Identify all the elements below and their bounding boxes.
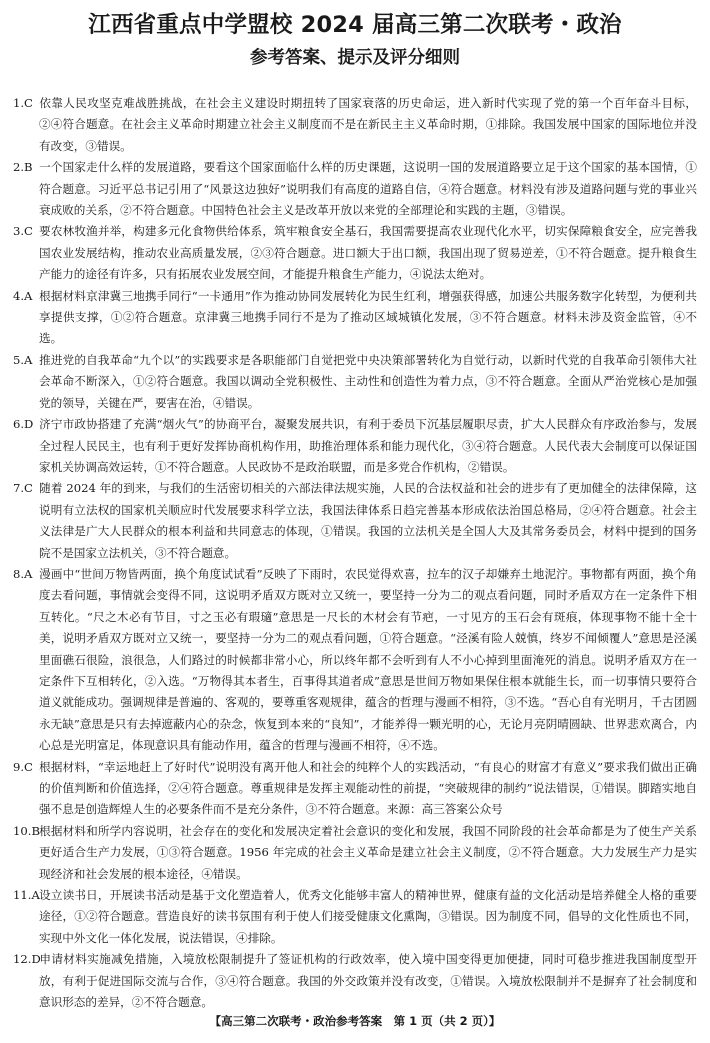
answer-text: 根据材料和所学内容说明，社会存在的变化和发展决定着社会意识的变化和发展，我国不同阶段的社会革命都是为了使生产关系更好适合生产力发展，①③符合题意。1956 年完成的社会主义革命是建立社会主义制度，②不符合题意。大力发展生产力是实现经济和社会发展的根本途径，④错误。 bbox=[39, 823, 697, 881]
answer-number: 5.A bbox=[13, 352, 33, 367]
document-title: 江西省重点中学盟校 2024 届高三第二次联考・政治 bbox=[88, 12, 622, 38]
answer-item-5 bbox=[13, 350, 697, 414]
page-footer: 【高三第二次联考・政治参考答案 第 1 页（共 2 页）】 bbox=[209, 1014, 501, 1028]
answer-text: 漫画中“世间万物皆两面，换个角度试试看”反映了下雨时，农民觉得欢喜，拉车的汉子却嫌弃土地泥泞。事物都有两面，换个角度去看问题，事情就会变得不同，这说明矛盾双方既对立又统一，要坚持一分为二的观点看问题，同时矛盾双方在一定条件下相互转化。“尺之木必有节目，寸之玉必有瑕瓋”意思是一尺长的木材会有节疤，一寸见方的玉石会有斑痕，体现事物不能十全十美，说明矛盾双方既对立又统一，要坚持一分为二的观点看问题，①符合题意。“泾溪有险人兢慎，终岁不闻倾覆人”意思是泾溪里面礁石很险，浪很急，人们路过的时候都非常小心，所以终年都不会听到有人不小心掉到里面淹死的消息。说明矛盾双方在一定条件下互相转化，②入选。“万物得其本者生，百事得其道者成”意思是世间万物如果保住根本就能生长，而一切事情只要符合道义就能成功。强调规律是普遍的、客观的，要尊重客观规律，蕴含的哲理与漫画不相符，③不选。“吾心自有光明月，千古团圆永无缺”意思是只有去掉遮蔽内心的杂念，恢复到本来的“良知”，才能养得一颗光明的心，无论月亮阴晴圆缺、世界悲欢离合，内心总是光明富足，体现意识具有能动作用，蕴含的哲理与漫画不相符，④不选。 bbox=[39, 566, 697, 753]
answer-number: 9.C bbox=[13, 759, 33, 774]
answer-text: 设立读书日，开展读书活动是基于文化塑造着人，优秀文化能够丰富人的精神世界，健康有益的文化活动是培养健全人格的重要途径，①②符合题意。营造良好的读书氛围有利于使人们接受健康文化熏陶，③错误。因为制度不同，倡导的文化性质也不同，实现中外文化一体化发展，说法错误，④排除。 bbox=[39, 888, 697, 945]
answer-number: 1.C bbox=[13, 96, 33, 110]
answer-text: 根据材料，“幸运地赶上了好时代”说明没有离开他人和社会的纯粹个人的实践活动，“有良心的财富才有意义”要求我们做出正确的价值判断和价值选择，②④符合题意。尊重规律是发挥主观能动性的前提，“突破规律的制约”说法错误，①错误。脚踏实地自强不息是创造辉煌人生的必要条件而不是充分条件，③不符合题意。来源：高三答案公众号 bbox=[39, 759, 697, 817]
answer-item-12 bbox=[13, 949, 697, 1013]
answer-list bbox=[13, 93, 697, 1013]
answer-item-1 bbox=[13, 93, 697, 157]
answer-number: 2.B bbox=[13, 160, 33, 175]
answer-text: 推进党的自我革命“九个以”的实践要求是各职能部门自觉把党中央决策部署转化为自觉行动，以新时代党的自我革命引领伟大社会革命不断深入，①②符合题意。我国以调动全党积极性、主动性和创造性为着力点，③不符合题意。全面从严治党核心是加强党的领导，关键在严，要害在治，④错误。 bbox=[39, 352, 697, 410]
answer-item-8 bbox=[13, 564, 697, 757]
answer-item-7 bbox=[13, 478, 697, 564]
answer-number: 3.C bbox=[13, 224, 33, 239]
answer-item-11 bbox=[13, 885, 697, 949]
answer-text: 随着 2024 年的到来，与我们的生活密切相关的六部法律法规实施，人民的合法权益和社会的进步有了更加健全的法律保障，这说明有立法权的国家机关顺应时代发展要求科学立法，我国法律体系日趋完善基本形成依法治国总格局，②④符合题意。社会主义法律是广大人民群众的根本利益和共同意志的体现，①错误。我国的立法机关是全国人大及其常务委员会，材料中提到的国务院不是国家立法机关，③不符合题意。 bbox=[39, 481, 697, 560]
document-subtitle: 参考答案、提示及评分细则 bbox=[250, 48, 460, 68]
answer-number: 7.C bbox=[13, 481, 33, 496]
answer-item-3 bbox=[13, 221, 697, 285]
answer-item-9 bbox=[13, 757, 697, 821]
answer-item-6 bbox=[13, 414, 697, 478]
answer-text: 济宁市政协搭建了充满“烟火气”的协商平台，凝聚发展共识，有利于委员下沉基层履职尽责，扩大人民群众有序政治参与，发展全过程人民民主，也有利于更好发挥协商机构作用，助推治理体系和能力现代化，③④符合题意。人民代表大会制度可以保证国家机关协调高效运转，①不符合题意。人民政协不是政治联盟，而是多党合作机构，②错误。 bbox=[39, 417, 697, 474]
answer-text: 依靠人民攻坚克难战胜挑战，在社会主义建设时期扭转了国家衰落的历史命运，进入新时代实现了党的第一个百年奋斗目标，②④符合题意。在社会主义革命时期建立社会主义制度而不是在新民主主义革命时期，①排除。我国发展中国家的国际地位并没有改变，③错误。 bbox=[39, 96, 697, 153]
answer-text: 要农林牧渔并举，构建多元化食物供给体系，筑牢粮食安全基石，我国需要提高农业现代化水平，切实保障粮食安全，应完善我国农业发展结构，推动农业高质量发展，②③符合题意。进口额大于出口额，我国出现了贸易逆差，①不符合题意。提升粮食生产能力的途径有许多，只有拓展农业发展空间，才能提升粮食生产能力，④说法太绝对。 bbox=[39, 224, 697, 282]
answer-number: 12.D bbox=[13, 952, 41, 967]
answer-number: 11.A bbox=[13, 888, 40, 903]
answer-text: 一个国家走什么样的发展道路，要看这个国家面临什么样的历史课题，这说明一国的发展道路要立足于这个国家的基本国情，①符合题意。习近平总书记引用了“风景这边独好”说明我们有高度的道路自信，④符合题意。材料没有涉及道路问题与党的事业兴衰成败的关系，②不符合题意。中国特色社会主义是改革开放以来党的全部理论和实践的主题，③错误。 bbox=[39, 160, 697, 218]
answer-item-2 bbox=[13, 157, 697, 221]
answer-item-10 bbox=[13, 821, 697, 885]
answer-text: 申请材料实施减免措施，入境放松限制提升了签证机构的行政效率，使入境中国变得更加便捷，同时可稳步推进我国制度型开放，有利于促进国际交流与合作，③④符合题意。我国的外交政策并没有改变，①错误。入境放松限制并不是摒弃了社会制度和意识形态的差异，②不符合题意。 bbox=[39, 952, 697, 1010]
answer-number: 8.A bbox=[13, 566, 33, 581]
answer-number: 4.A bbox=[13, 288, 33, 303]
answer-number: 10.B bbox=[13, 823, 40, 838]
answer-item-4 bbox=[13, 286, 697, 350]
answer-text: 根据材料京津冀三地携手同行“一卡通用”作为推动协同发展转化为民生红利，增强获得感，加速公共服务数字化转型，为便利共享提供支撑，①②符合题意。京津冀三地携手同行不是为了推动区域城镇化发展，③不符合题意。材料未涉及资金监管，④不选。 bbox=[39, 288, 697, 346]
answer-number: 6.D bbox=[13, 417, 34, 432]
